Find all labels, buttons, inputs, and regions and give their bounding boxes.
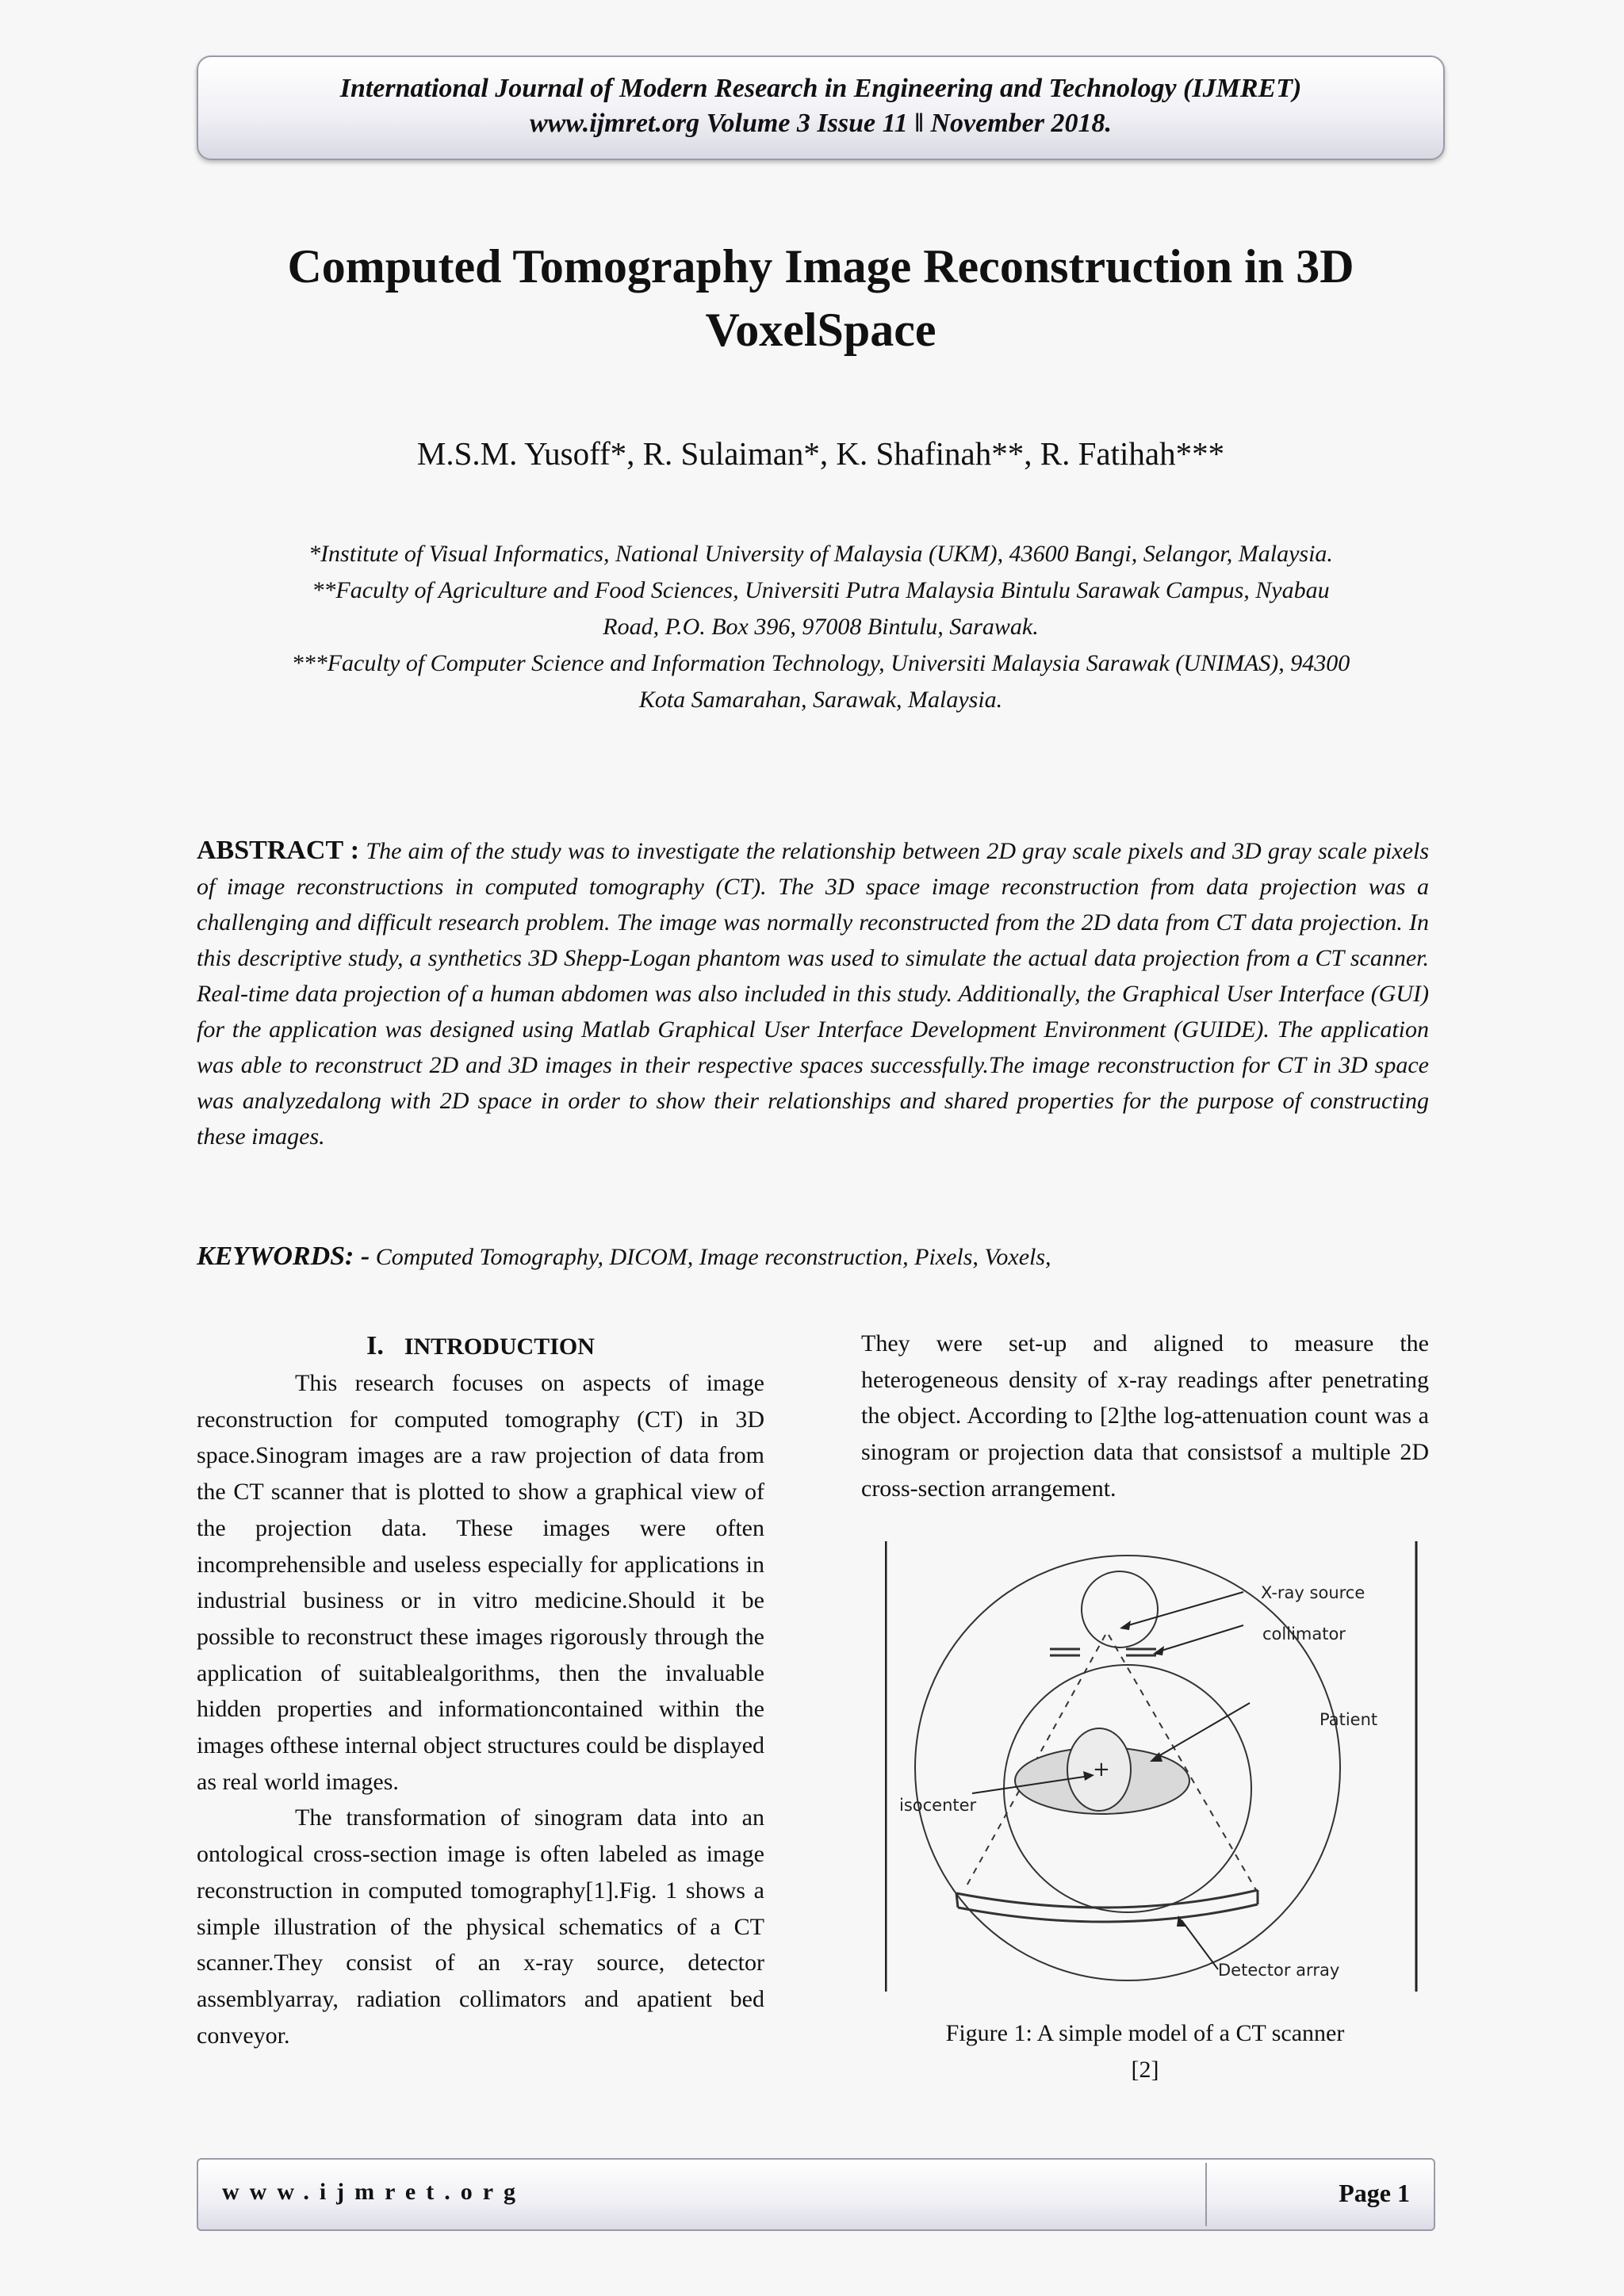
footer-divider xyxy=(1205,2163,1207,2226)
footer-site: www.ijmret.org xyxy=(222,2179,527,2205)
arrowhead-collimator xyxy=(1153,1646,1164,1655)
section-heading xyxy=(197,1328,764,1365)
ct-scanner-diagram xyxy=(885,1541,1418,1992)
leader-detector xyxy=(1182,1920,1218,1969)
affiliation-line: Road, P.O. Box 396, 97008 Bintulu, Sarawak. xyxy=(603,614,1039,640)
section-title: INTRODUCTION xyxy=(404,1334,595,1360)
label-collimator: collimator xyxy=(1262,1624,1346,1644)
journal-issue: www.ijmret.org Volume 3 Issue 11 ǁ November 2018. xyxy=(530,109,1112,138)
arrowhead-xray xyxy=(1120,1621,1131,1630)
isocenter-mark: + xyxy=(1093,1758,1110,1781)
paper-title-line2: VoxelSpace xyxy=(705,304,936,356)
label-patient: Patient xyxy=(1320,1710,1378,1729)
section-number: I. xyxy=(366,1331,384,1360)
label-xray-source: X-ray source xyxy=(1261,1583,1365,1602)
page-number: Page 1 xyxy=(1339,2179,1410,2207)
keywords xyxy=(197,1238,1429,1276)
figure-caption xyxy=(861,2015,1429,2088)
figure-caption-line2: [2] xyxy=(1131,2057,1159,2083)
ct-scanner-figure xyxy=(885,1541,1418,1992)
affiliation-line: Kota Samarahan, Sarawak, Malaysia. xyxy=(638,687,1003,713)
keywords-text: Computed Tomography, DICOM, Image reconstruction, Pixels, Voxels, xyxy=(375,1244,1051,1270)
right-column xyxy=(861,1326,1429,1507)
intro-paragraph-2: The transformation of sinogram data into an ontological cross-section image is often labeled as image reconstruction in computed tomography[1].Fig. 1 shows a simple illustration of the physical schematics of a CT scanner.They consist of an x-ray source, detector assemblyarray, radiation collimators and apatient bed conveyor. xyxy=(197,1804,764,2049)
left-column xyxy=(197,1328,764,2053)
leader-patient xyxy=(1155,1703,1250,1758)
abstract-label: ABSTRACT : xyxy=(197,836,360,865)
journal-name: International Journal of Modern Research in Engineering and Technology (IJMRET) xyxy=(339,74,1302,103)
leader-collimator xyxy=(1156,1625,1243,1652)
authors: M.S.M. Yusoff*, R. Sulaiman*, K. Shafinah**, R. Fatihah*** xyxy=(416,435,1225,472)
intro-paragraph-1: This research focuses on aspects of image reconstruction for computed tomography (CT) in 3D space.Sinogram images are a raw projection of data from the CT scanner that is plotted to show a graphical view of the projection data. These images were often incomprehensible and useless especially for applications in industrial business or in vitro medicine.Should it be possible to reconstruct these images rigorously through the application of suitablealgorithms, then the invaluable hidden properties and informationcontained within the images ofthese internal object structures could be displayed as real world images. xyxy=(197,1370,764,1795)
abstract-text: The aim of the study was to investigate the relationship between 2D gray scale pixels and 3D gray scale pixels of image reconstructions in computed tomography (CT). The 3D space image reconstruction from data projection was a challenging and difficult research problem. The image was normally reconstructed from the 2D data from CT data projection. In this descriptive study, a synthetics 3D Shepp-Logan phantom was used to simulate the actual data projection from a CT scanner. Real-time data projection of a human abdomen was also included in this study. Additionally, the Graphical User Interface (GUI) for the application was designed using Matlab Graphical User Interface Development Environment (GUIDE). The application was able to reconstruct 2D and 3D images in their respective spaces successfully.The image reconstruction for CT in 3D space was analyzedalong with 2D space in order to show their relationships and shared properties for the purpose of constructing these images. xyxy=(197,838,1429,1150)
page-footer xyxy=(197,2158,1435,2231)
leader-xray xyxy=(1123,1592,1243,1627)
journal-header xyxy=(197,55,1445,160)
intro-paragraph-3: They were set-up and aligned to measure the heterogeneous density of x-ray readings after penetrating the object. According to [2]the log-attenuation count was a sinogram or projection data that consistsof a multiple 2D cross-section arrangement. xyxy=(861,1330,1429,1502)
label-isocenter: isocenter xyxy=(899,1796,977,1815)
detector-end-left xyxy=(956,1893,958,1908)
label-detector-array: Detector array xyxy=(1218,1961,1340,1980)
paper-title-line1: Computed Tomography Image Reconstruction in 3D xyxy=(287,240,1354,293)
affiliation-line: **Faculty of Agriculture and Food Sciences, Universiti Putra Malaysia Bintulu Sarawak Campus, Nyabau xyxy=(312,577,1330,603)
keywords-label: KEYWORDS: - xyxy=(197,1242,370,1271)
abstract xyxy=(197,832,1429,1154)
xray-source-icon xyxy=(1082,1571,1158,1647)
figure-caption-line1: Figure 1: A simple model of a CT scanner xyxy=(945,2020,1345,2046)
affiliation-line: *Institute of Visual Informatics, National University of Malaysia (UKM), 43600 Bangi, Selangor, Malaysia. xyxy=(308,541,1333,567)
detector-arc-outer xyxy=(956,1890,1258,1908)
paper-title xyxy=(197,235,1445,362)
affiliations xyxy=(197,536,1445,718)
affiliation-line: ***Faculty of Computer Science and Information Technology, Universiti Malaysia Sarawak (UNIMAS), 94300 xyxy=(291,650,1350,676)
